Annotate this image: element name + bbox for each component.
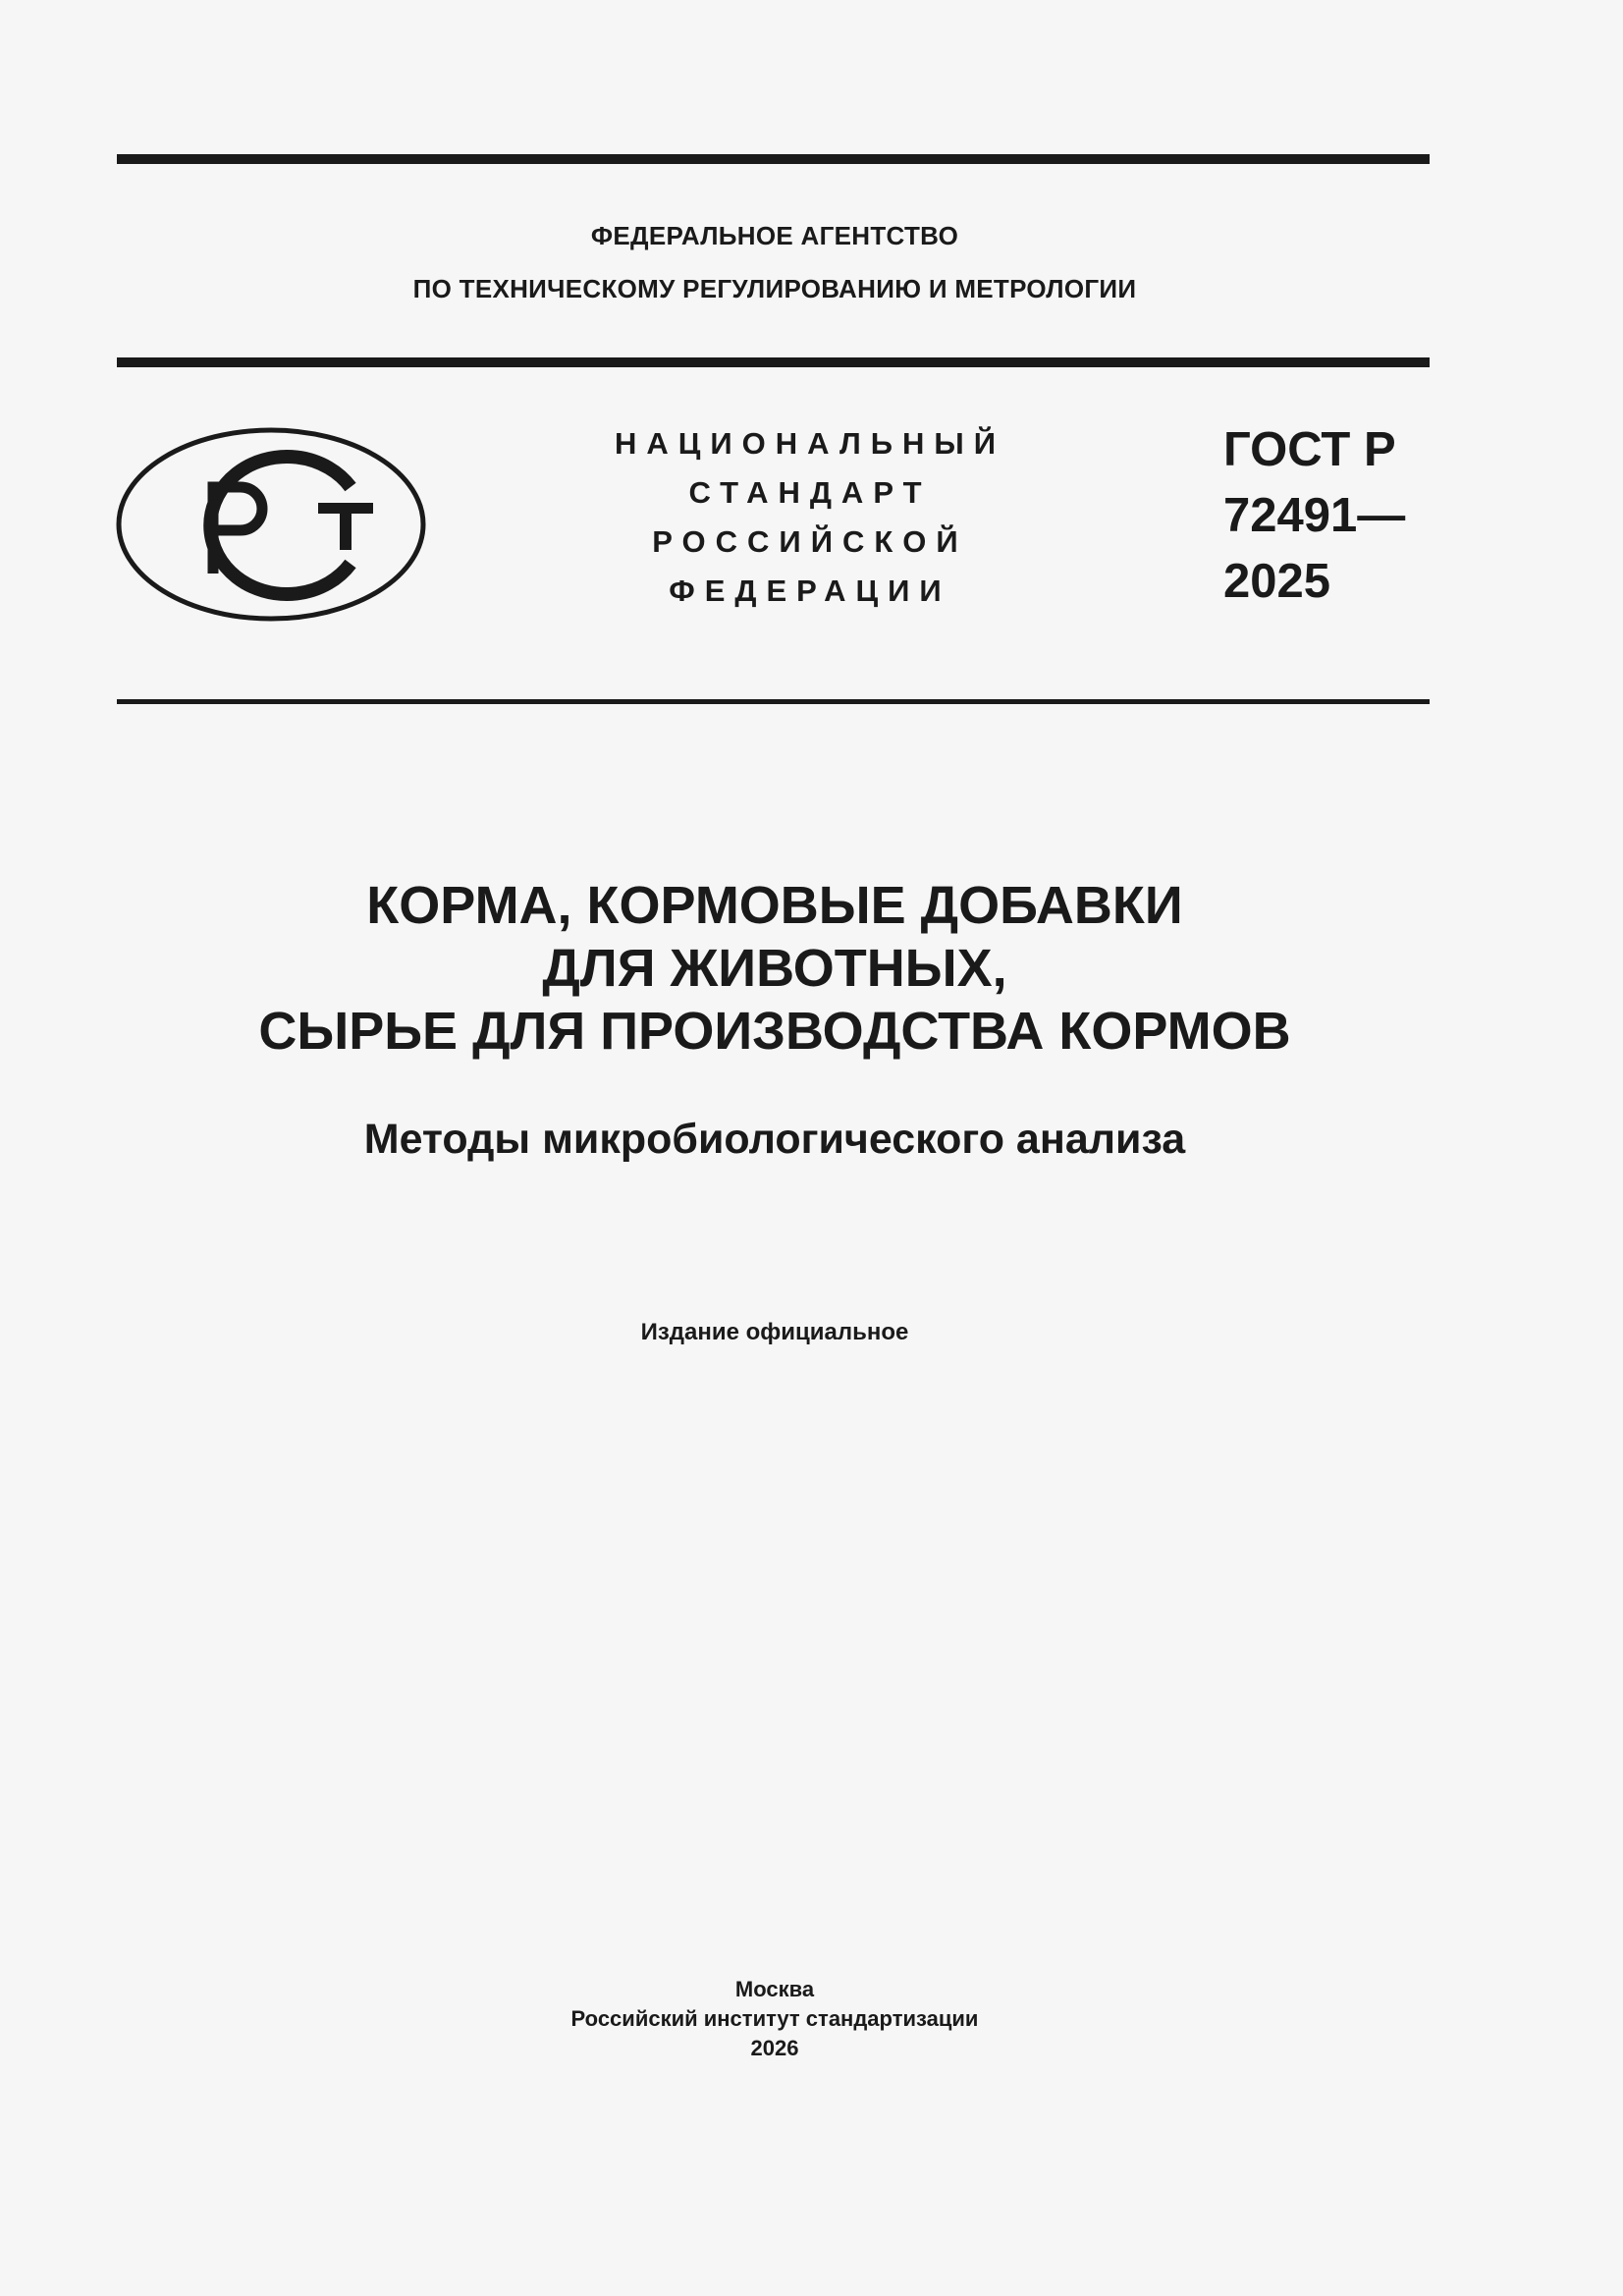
rst-logo-icon	[115, 426, 427, 623]
agency-name	[0, 216, 1549, 322]
national-standard-label	[589, 424, 1031, 621]
publisher-year: 2026	[750, 2036, 799, 2060]
standard-code-line-2: 72491—	[1223, 489, 1406, 542]
national-line-1: НАЦИОНАЛЬНЫЙ	[614, 426, 1006, 461]
title-line-2: ДЛЯ ЖИВОТНЫХ,	[542, 939, 1007, 998]
edition-label: Издание официальное	[640, 1319, 909, 1345]
national-line-2: СТАНДАРТ	[688, 475, 932, 510]
publisher-city: Москва	[734, 1977, 815, 2001]
agency-line-2: ПО ТЕХНИЧЕСКОМУ РЕГУЛИРОВАНИЮ И МЕТРОЛОГИИ	[412, 274, 1137, 303]
publisher-block	[0, 1975, 1549, 2063]
title-line-3: СЫРЬЕ ДЛЯ ПРОИЗВОДСТВА КОРМОВ	[258, 1002, 1291, 1061]
top-rule	[117, 154, 1430, 164]
national-line-3: РОССИЙСКОЙ	[652, 524, 968, 559]
middle-rule	[117, 357, 1430, 367]
bottom-rule	[117, 699, 1430, 704]
standard-code-line-1: ГОСТ Р	[1223, 423, 1396, 476]
standard-code-line-3: 2025	[1223, 555, 1331, 608]
agency-line-1: ФЕДЕРАЛЬНОЕ АГЕНТСТВО	[590, 221, 959, 250]
document-title	[0, 874, 1549, 1063]
document-subtitle: Методы микробиологического анализа	[363, 1116, 1186, 1163]
standard-code	[1223, 417, 1449, 615]
title-line-1: КОРМА, КОРМОВЫЕ ДОБАВКИ	[366, 876, 1183, 935]
publisher-name: Российский институт стандартизации	[570, 2006, 979, 2031]
national-line-4: ФЕДЕРАЦИИ	[669, 574, 951, 608]
